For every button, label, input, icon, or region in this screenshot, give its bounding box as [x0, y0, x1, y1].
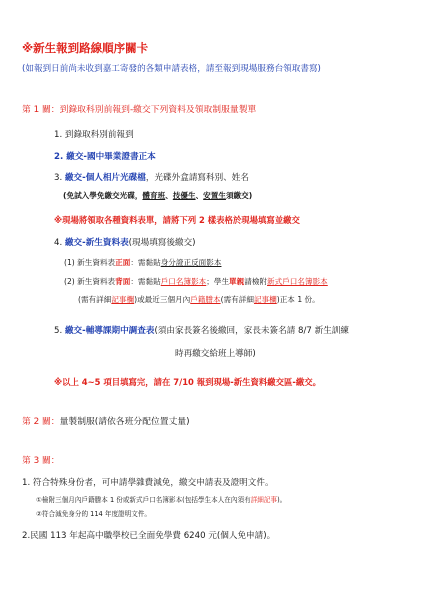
part: ；學生 [206, 277, 230, 286]
page-subtitle: (如報到日前尚未收到嘉工寄發的各類申請表格，請至報到現場服務台領取書寫) [22, 64, 321, 74]
step2 [22, 414, 190, 427]
step1-reminder: ※現場將領取各種資料表單，請將下列 2 樣表格於現場填寫並繳交 [54, 215, 300, 225]
part: )正本 1 份。 [276, 295, 320, 304]
step1-item-4-3 [78, 294, 320, 305]
step1-item-1: 1. 到錄取科別前報到 [54, 130, 134, 140]
part: )或最近三個月內 [134, 295, 191, 304]
part: (需有詳細 [78, 295, 112, 304]
part: 請檢附 [244, 277, 268, 286]
part-notes-column: 記事欄 [111, 295, 135, 304]
item-4-main: 繳交-新生資料表 [64, 238, 129, 248]
item-5-main: 繳交-輔導課期中調查表 [64, 326, 155, 336]
step3-point-1b: ②符合減免身分的 114 年度證明文件。 [36, 510, 152, 518]
step3-point-2: 2.民國 113 年起高中職學校已全面免學費 6240 元(個人免申請)。 [22, 531, 276, 541]
note-part-skilled-student: 技優生 [172, 191, 196, 200]
part-id-copy: 身分證正反面影本 [160, 258, 222, 267]
step1-item-5 [54, 324, 349, 336]
part-household-record: 戶籍謄本 [190, 295, 221, 304]
item-3-main: 繳交-個人相片光碟檔 [64, 173, 146, 183]
part-new-household-copy: 新式戶口名簿影本 [267, 277, 328, 286]
note-part-sports-class: 體育班 [142, 191, 166, 200]
step1-heading: 第 1 關：到錄取科別前報到-繳交下列資料及領取制服量製單 [22, 105, 257, 115]
note-part: 須繳交) [225, 191, 253, 200]
part: ：需黏貼 [130, 258, 161, 267]
item-3-number: 3. [54, 173, 65, 183]
part-single-parent: 單親 [229, 277, 245, 286]
part-household-copy: 戶口名簿影本 [160, 277, 207, 286]
item-5-number: 5. [54, 326, 65, 336]
item-5-rest: (須由家長簽名後繳回，家長未簽名請 8/7 新生訓練 [154, 326, 349, 336]
note-part-placement-student: 安置生 [203, 191, 226, 200]
part: (需有詳細 [220, 295, 254, 304]
note-part: 、 [195, 191, 204, 200]
part: )。 [277, 496, 287, 504]
step3-point-1: 1. 符合特殊身份者，可申請學雜費減免，繳交申請表及證明文件。 [22, 478, 274, 488]
note-part: (免試入學免繳交光碟， [63, 191, 143, 200]
step1-item-4-2 [64, 276, 328, 287]
item-4-number: 4. [54, 238, 65, 248]
step1-item-3-note [63, 190, 252, 201]
step1-item-4-1 [64, 257, 221, 268]
part-detailed-notes: 詳細記事 [250, 496, 278, 504]
step1-item-5-line2: 時再繳交給班上導師) [175, 349, 256, 359]
part-back: 背面 [115, 277, 131, 286]
step2-text: 量製制服(請依各班分配位置丈量) [59, 417, 190, 427]
part: (1) 新生資料表 [64, 258, 116, 267]
step3-point-1a [36, 494, 286, 504]
part: ①檢附三個月內戶籍謄本 1 份或新式戶口名簿影本(包括學生本人在內須有 [36, 496, 251, 504]
part: (2) 新生資料表 [64, 277, 116, 286]
item-3-rest: ，光碟外盒請寫科別、姓名 [145, 173, 249, 183]
step2-heading: 第 2 關： [22, 417, 60, 427]
step1-item-3 [54, 171, 249, 183]
step3-heading: 第 3 關： [22, 456, 60, 466]
part-front: 正面 [115, 258, 131, 267]
item-4-rest: (現場填寫後繳交) [128, 238, 196, 248]
step1-item-4 [54, 236, 196, 248]
page-title: ※新生報到路線順序關卡 [22, 41, 149, 55]
part: ：需黏貼 [130, 277, 161, 286]
part-notes-column: 記事欄 [253, 295, 277, 304]
step1-final-note: ※以上 4~5 項目填寫完，請在 7/10 報到現場-新生資料繳交區-繳交。 [54, 377, 321, 387]
note-part: 、 [165, 191, 173, 200]
step1-item-2: 2. 繳交-國中畢業證書正本 [54, 152, 156, 162]
